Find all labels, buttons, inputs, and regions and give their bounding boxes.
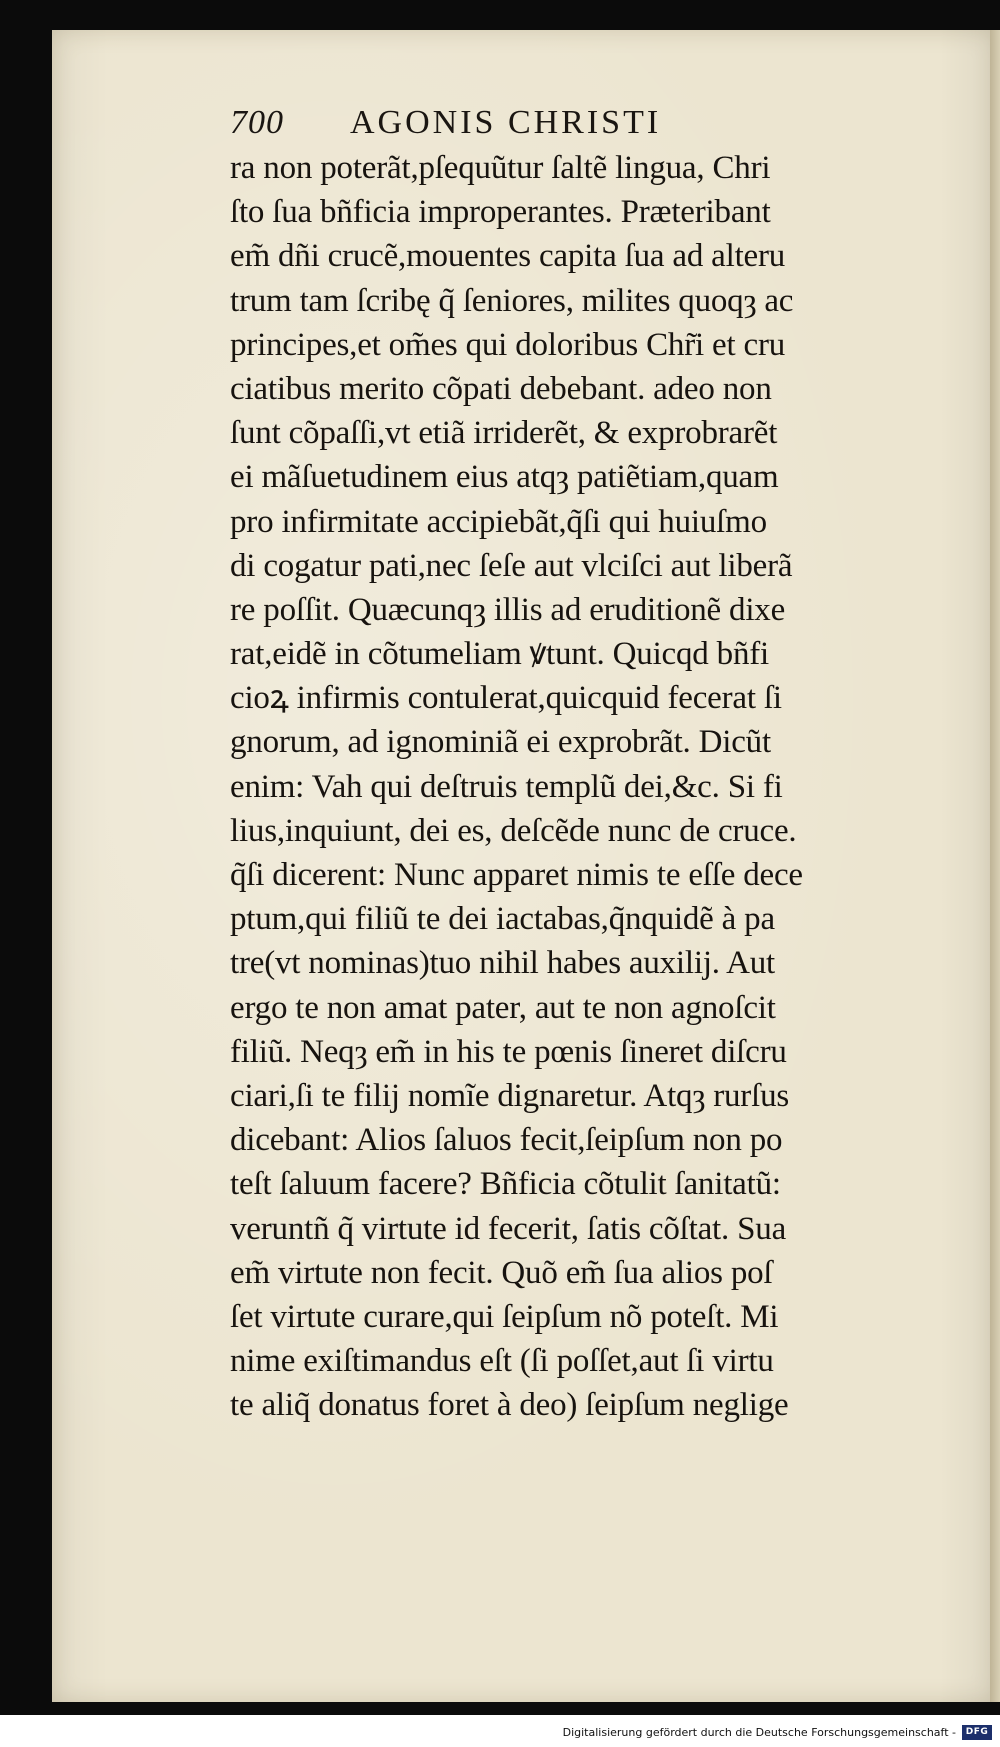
text-line: lius,inquiunt, dei es, deſcẽde nunc de cruce. bbox=[230, 812, 797, 849]
footer-bar bbox=[0, 1715, 1000, 1747]
text-line: pro infirmitate accipiebãt,q̃ſi qui huiuſmo bbox=[230, 503, 767, 540]
text-line: tre(vt nominas)tuo nihil habes auxilij. Aut bbox=[230, 945, 775, 982]
text-line: q̃ſi dicerent: Nunc apparet nimis te eſſe dece bbox=[230, 857, 803, 893]
text-line: em̃ virtute non fecit. Quõ em̃ ſua alios poſ bbox=[230, 1254, 773, 1291]
text-line: ciari,ſi te filij nomĩe dignaretur. Atqȝ rurſus bbox=[230, 1077, 790, 1114]
text-line: filiũ. Neqȝ em̃ in his te pœnis ſineret diſcru bbox=[230, 1033, 787, 1070]
page-number: 700 bbox=[230, 104, 284, 141]
running-title: AGONIS CHRISTI bbox=[350, 104, 662, 141]
page-edge bbox=[990, 30, 1000, 1702]
text-line: enim: Vah qui deſtruis templũ dei,&c. Si fi bbox=[230, 768, 783, 805]
text-line: em̃ dñi crucẽ,mouentes capita ſua ad alteru bbox=[230, 238, 786, 275]
dfg-logo-icon: DFG bbox=[962, 1725, 992, 1740]
text-line: ergo te non amat pater, aut te non agnoſcit bbox=[230, 989, 776, 1026]
text-line: veruntñ q̃ virtute id fecerit, ſatis cõſtat. Sua bbox=[230, 1210, 787, 1247]
text-block bbox=[230, 146, 930, 1427]
text-line: gnorum, ad ignominiã ei exprobrãt. Dicũt bbox=[230, 724, 771, 761]
text-line: ſunt cõpaſſi,vt etiã irriderẽt, & exprobrarẽt bbox=[230, 415, 778, 452]
text-line: di cogatur pati,nec ſeſe aut vlciſci aut liberã bbox=[230, 547, 793, 584]
running-head bbox=[230, 100, 830, 146]
text-line: ei mãſuetudinem eius atqȝ patiẽtiam,quam bbox=[230, 459, 779, 496]
text-line: re poſſit. Quæcunqȝ illis ad eruditionẽ dixe bbox=[230, 591, 786, 628]
text-line: principes,et om̃es qui doloribus Chr̃i et cru bbox=[230, 326, 786, 363]
text-line: te aliq̃ donatus foret à deo) ſeipſum neglige bbox=[230, 1387, 789, 1424]
text-line: ciatibus merito cõpati debebant. adeo non bbox=[230, 370, 772, 407]
funding-credit: Digitalisierung gefördert durch die Deutsche Forschungsgemeinschaft - bbox=[562, 1726, 956, 1739]
text-line: ſto ſua bñficia improperantes. Præteribant bbox=[230, 194, 771, 231]
text-line: nime exiſtimandus eſt (ſi poſſet,aut ſi virtu bbox=[230, 1343, 774, 1380]
text-line: ra non poterãt,pſequũtur ſaltẽ lingua, Chri bbox=[230, 150, 771, 186]
text-line: teſt ſaluum facere? Bñficia cõtulit ſanitatũ: bbox=[230, 1166, 781, 1203]
text-line: dicebant: Alios ſaluos fecit,ſeipſum non po bbox=[230, 1122, 783, 1159]
text-line: trum tam ſcribę q̃ ſeniores, milites quoqȝ ac bbox=[230, 282, 794, 319]
text-line: rat,eidẽ in cõtumeliam ꝟtunt. Quicqd bñfi bbox=[230, 636, 770, 673]
text-line: ptum,qui filiũ te dei iactabas,q̃nquidẽ à pa bbox=[230, 901, 775, 938]
text-line: cioꝝ infirmis contulerat,quicquid fecerat ſi bbox=[230, 680, 782, 717]
text-line: ſet virtute curare,qui ſeipſum nõ poteſt. Mi bbox=[230, 1298, 779, 1335]
